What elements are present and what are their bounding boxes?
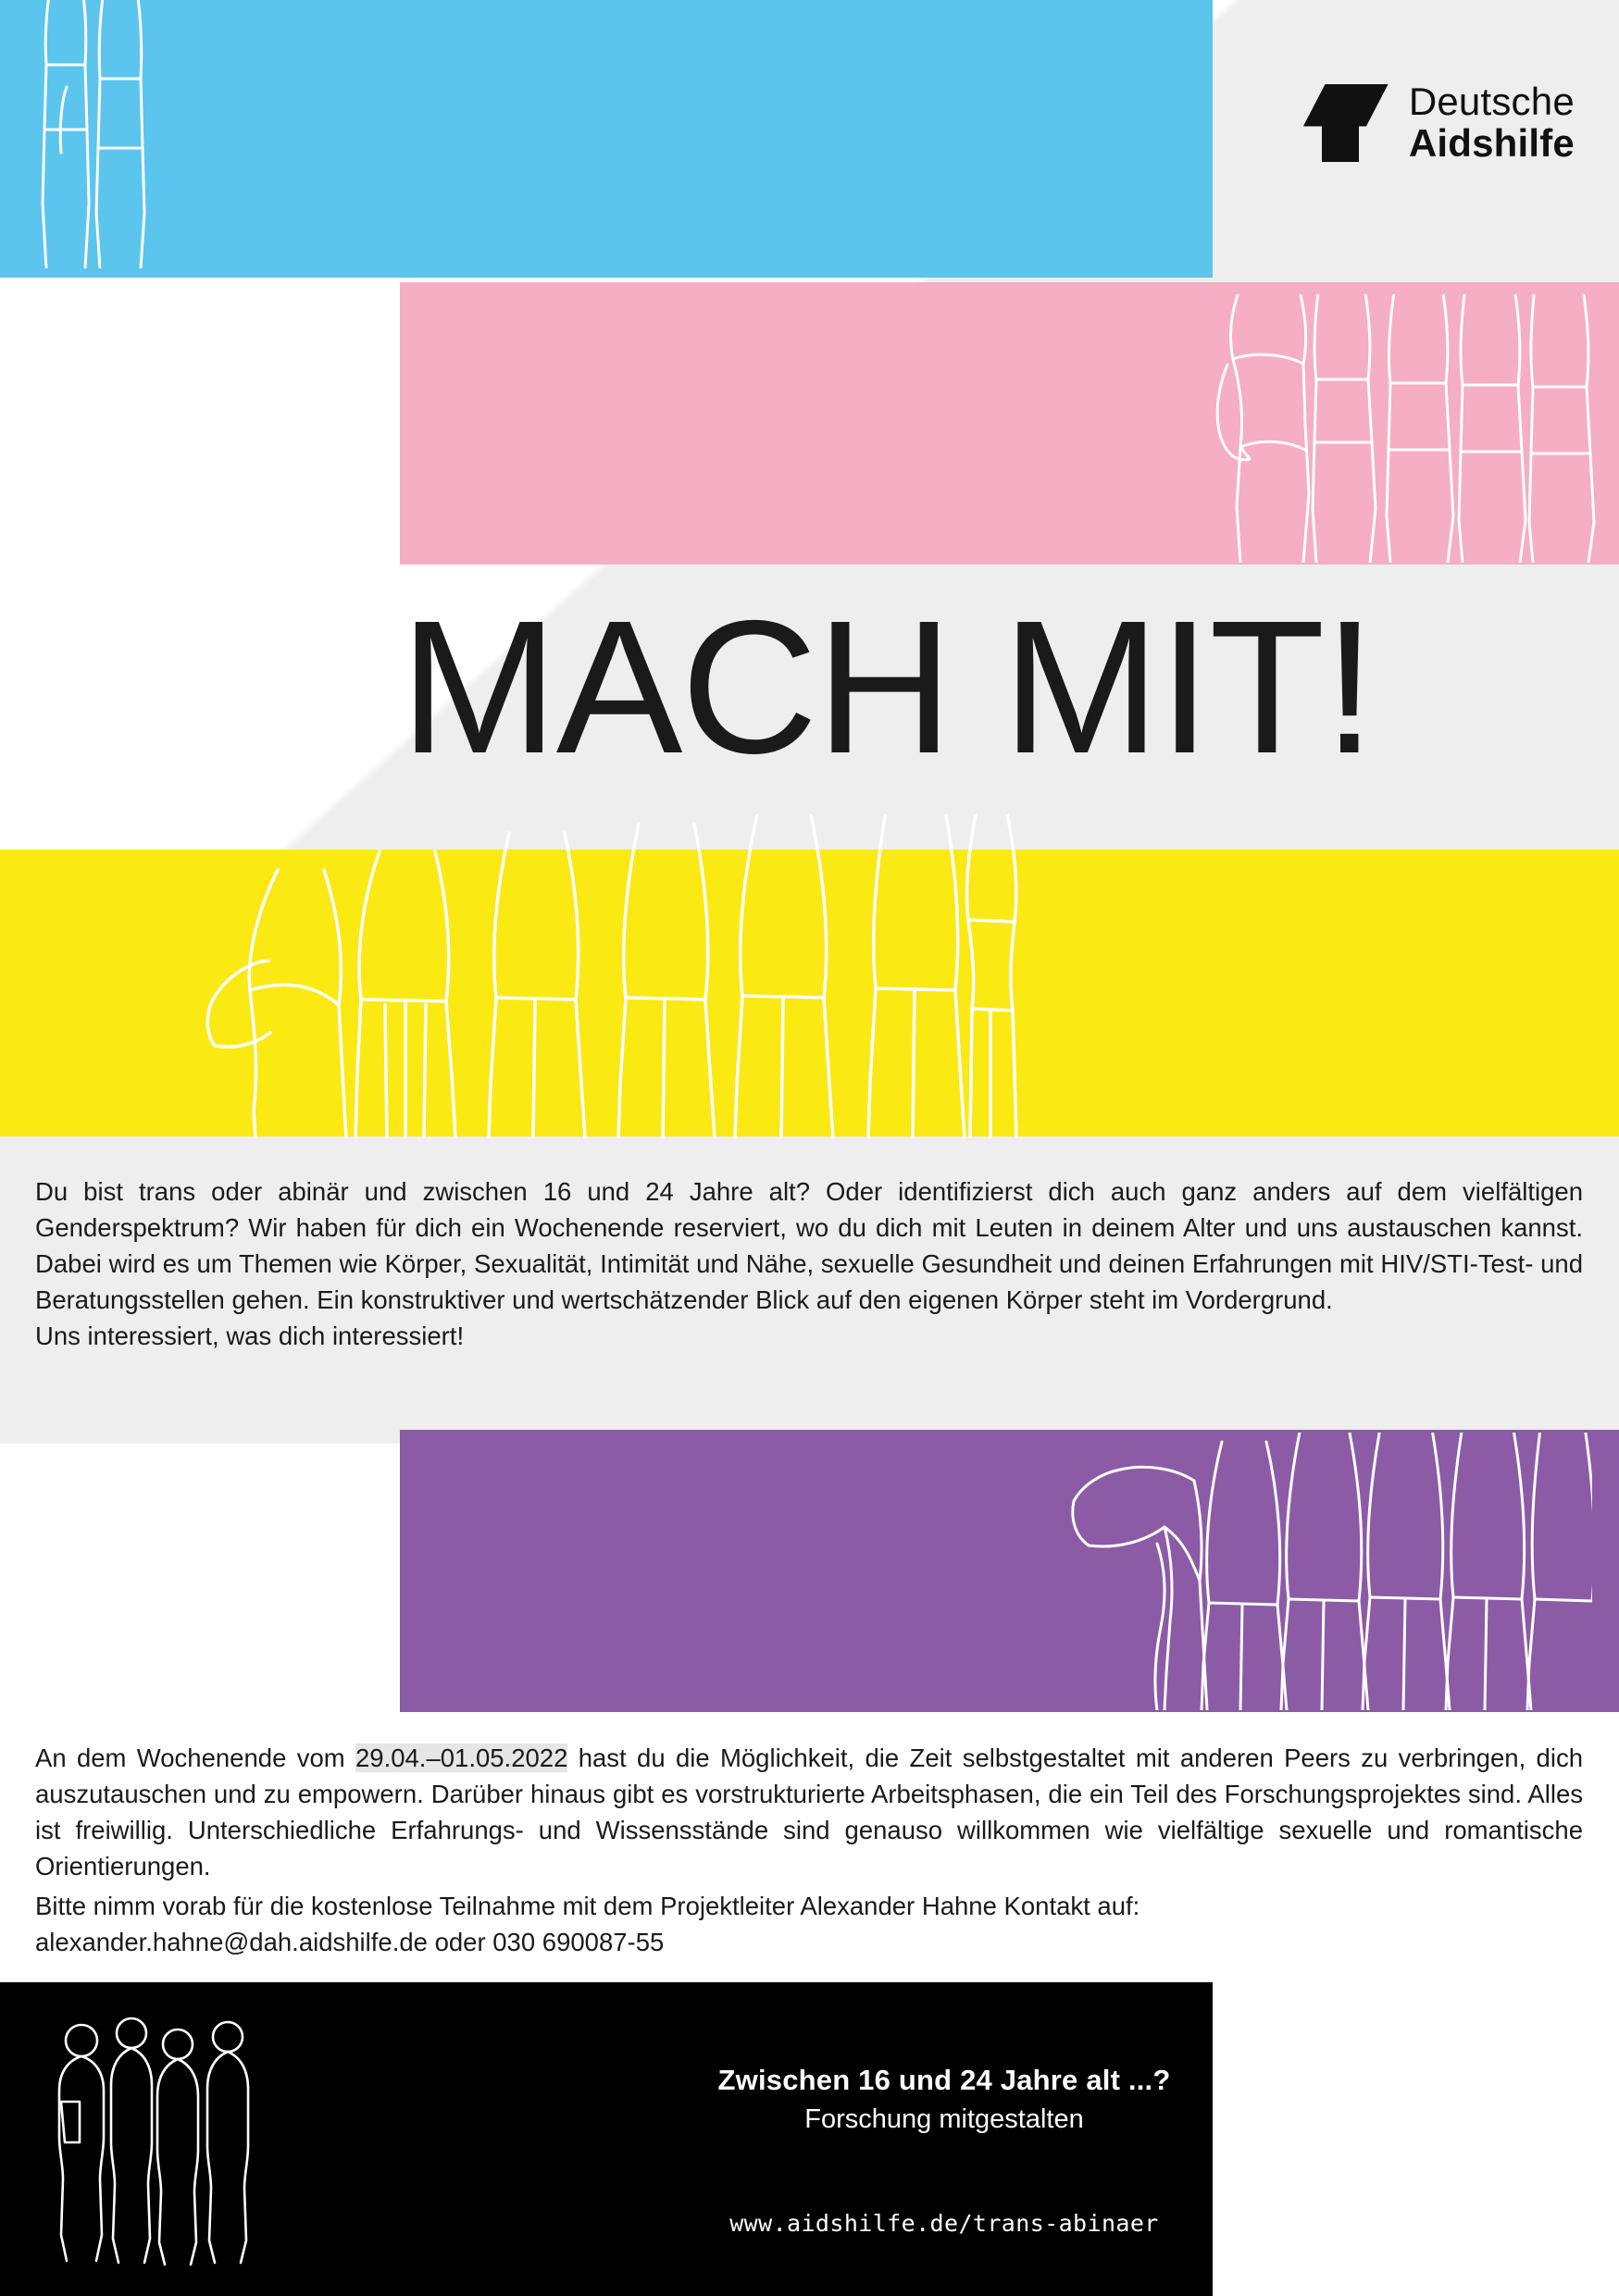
- contact-line-1: Bitte nimm vorab für die kostenlose Teilnahme mit dem Projektleiter Alexander Hahne Kontakt auf:: [35, 1892, 1140, 1920]
- logo-text-line2: Aidshilfe: [1408, 120, 1575, 165]
- aidshilfe-logo-mark-icon: [1303, 84, 1389, 162]
- details-text-block: [35, 1740, 1583, 1884]
- details-date-suffix: hast du die Möglichkeit, die Zeit selbstgestaltet mit anderen Peers zu verbringen, dich auszutauschen und zu empowern. Darüber hinaus gibt es vorstrukturierte Arbeitsphasen, die ein Teil des Forschungsprojektes sind. Alles ist freiwillig. Unterschiedliche Erfahrungs- und Wissensstände sind genauso willkommen wie vielfältige sexuelle und romantische Orientierungen.: [35, 1744, 1583, 1881]
- intro-closing-line: Uns interessiert, was dich interessiert!: [35, 1322, 465, 1351]
- intro-text-block: [35, 1173, 1583, 1354]
- footer-subline: Forschung mitgestalten: [804, 2104, 1084, 2134]
- color-band-black: [0, 1982, 1213, 2296]
- color-band-purple: [400, 1430, 1619, 1712]
- footer-url[interactable]: www.aidshilfe.de/trans-abinaer: [729, 2210, 1159, 2237]
- details-date: 29.04.–01.05.2022: [355, 1744, 568, 1772]
- contact-line-2: alexander.hahne@dah.aidshilfe.de oder 030 690087-55: [35, 1928, 665, 1957]
- footer-headline: Zwischen 16 und 24 Jahre alt ...?: [717, 2064, 1171, 2096]
- footer-text-block: [704, 2064, 1185, 2135]
- deutsche-aidshilfe-logo: [1303, 81, 1575, 164]
- details-date-prefix: An dem Wochenende vom: [35, 1744, 355, 1772]
- color-band-blue: [0, 0, 1213, 278]
- color-band-pink: [400, 282, 1619, 565]
- contact-text-block: [35, 1888, 1583, 1960]
- intro-paragraph: Du bist trans oder abinär und zwischen 16 und 24 Jahre alt? Oder identifizierst dich auch ganz anders auf dem vielfältigen Genderspektrum? Wir haben für dich ein Wochenende reserviert, wo du dich mit Leuten in deinem Alter und uns austauschen kannst. Dabei wird es um Themen wie Körper, Sexualität, Intimität und Nähe, sexuelle Gesundheit und deinen Erfahrungen mit HIV/STI-Test- und Beratungsstellen gehen. Ein konstruktiver und wertschätzender Blick auf den eigenen Körper steht im Vordergrund.: [35, 1177, 1583, 1315]
- logo-text-line1: Deutsche: [1408, 80, 1575, 123]
- color-band-yellow: [0, 850, 1619, 1136]
- page-title: MACH MIT!: [400, 581, 1375, 793]
